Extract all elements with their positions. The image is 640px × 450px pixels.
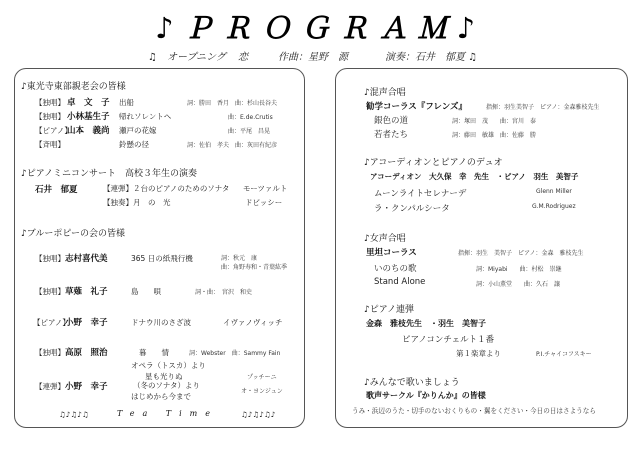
song-title: 島 唄 — [131, 287, 161, 296]
section-heading: ♪ブルーポピーの会の皆様 — [21, 229, 126, 239]
song-credit: プッチーニ — [247, 374, 277, 381]
group-credit: 指揮：羽生美智子 ピアノ：金森雅枝先生 — [486, 104, 600, 111]
song-credit: 曲：E.de.Crutis — [228, 114, 273, 121]
group-name: 勧学コーラス『フレンズ』 — [366, 102, 467, 112]
role-label: 【独唱】 — [35, 287, 65, 296]
song-credit: 詞・曲： 宮沢 和史 — [195, 289, 253, 296]
section-heading: ♪女声合唱 — [364, 234, 406, 244]
song-subtitle: はじめから今まで — [131, 392, 191, 401]
section-heading: ♪東光寺東部親老会の皆様 — [21, 82, 126, 92]
song-title: 月 の 光 — [133, 198, 171, 207]
group-name: 歌声サークル『かりんか』の皆様 — [366, 391, 486, 400]
song-title: （冬のソナタ）より — [133, 381, 200, 390]
song-title: 365 日の紙飛行機 — [131, 254, 193, 263]
song-movement: 第１楽章より — [456, 349, 501, 358]
song-title: 帰れソレントへ — [119, 112, 172, 121]
song-credit: 詞：小山薫堂 曲：久石 譲 — [476, 281, 561, 288]
section-heading: ♪混声合唱 — [364, 88, 406, 98]
performer-name: 小林基生子 — [67, 112, 110, 122]
role-label: 【ピアノ】 — [35, 126, 72, 135]
song-title: 若者たち — [374, 130, 409, 140]
song-credit: 詞：藤田 敏雄 曲：佐藤 勝 — [452, 132, 537, 139]
performer-name: 山本 義尚 — [67, 126, 110, 136]
left-program-box — [14, 68, 305, 428]
performer-name: 石井 郁夏 — [35, 185, 78, 195]
opening-performer: 演奏：石井 郁夏 ♫ — [385, 52, 478, 63]
song-title: 暮 情 — [139, 348, 169, 357]
right-program-box — [335, 68, 628, 428]
performer-name: 小野 幸子 — [65, 318, 108, 328]
song-credit: 曲：平尾 昌晃 — [228, 128, 271, 135]
role-label: 【独奏】 — [103, 198, 133, 207]
performers: 金森 雅枝先生 ・羽生 美智子 — [366, 319, 486, 328]
opening-song: 恋 — [238, 52, 248, 63]
role-label: 【独唱】 — [35, 112, 65, 121]
song-credit: Glenn Miller — [536, 188, 572, 195]
section-heading: ♪ピアノ連弾 — [364, 305, 415, 315]
song-credit: P.I.チャイコフスキー — [536, 351, 592, 358]
song-title: オペラ（トスカ）より — [131, 361, 206, 370]
tea-time-notes-left: ♫♪♫♪♫ — [59, 410, 89, 419]
song-credit: 詞：塚田 茂 曲：宮川 泰 — [452, 118, 537, 125]
tea-time-notes-right: ♫♪♫♪♫♪ — [241, 410, 276, 419]
song-credit: 詞：秋元 康 — [221, 255, 258, 262]
song-credit: 曲：角野寿和・青葉紘季 — [221, 264, 288, 271]
opening-label: ♫ オープニング — [148, 52, 226, 63]
role-label: 【独唱】 — [35, 254, 65, 263]
group-credit: 指揮：羽生 美智子 ピアノ：金森 雅枝先生 — [458, 250, 584, 257]
song-title: ピアノコンチェルト１番 — [402, 335, 495, 345]
song-credit: モーツァルト — [243, 184, 288, 193]
song-credit: ドビッシー — [245, 198, 283, 207]
section-heading: ♪アコーディオンとピアノのデュオ — [364, 158, 503, 168]
role-label: 【独唱】 — [35, 348, 65, 357]
role-label: 【独唱】 — [35, 98, 65, 107]
song-title: 鈴懸の径 — [119, 140, 149, 149]
song-list: うみ・浜辺のうた・切手のないおくりもの・翼をください・今日の日はさようなら — [352, 407, 596, 415]
song-credit: 詞：Miyabi 曲：村松 崇継 — [476, 266, 562, 273]
performer-name: 志村喜代美 — [65, 254, 108, 264]
group-name: 里坦コーラス — [366, 248, 417, 258]
song-credit: オ・ヨンジュン — [241, 388, 283, 395]
song-title: ドナウ川のさざ波 — [131, 318, 191, 327]
song-title: 銀色の道 — [374, 116, 409, 126]
song-title: 出船 — [119, 98, 134, 107]
song-title: いのちの歌 — [374, 264, 417, 274]
song-credit: イヴァノヴィッチ — [223, 318, 283, 327]
section-heading: ♪ピアノミニコンサート 高校３年生の演奏 — [21, 169, 198, 179]
performer-name: 高原 照治 — [65, 348, 108, 358]
opening-composer: 作曲：星野 源 — [278, 52, 348, 63]
song-subtitle: 星も光りぬ — [145, 372, 183, 381]
song-title: Stand Alone — [374, 277, 426, 287]
performer-name: 小野 幸子 — [65, 382, 108, 392]
program-title: ♪ＰＲＯＧＲＡＭ♪ — [154, 11, 485, 45]
song-title: ２台のピアノのためのソナタ — [133, 184, 230, 193]
performer-name: 卓 文 子 — [67, 98, 110, 108]
performer-name: 草薙 礼子 — [65, 287, 108, 297]
song-credit: 詞：佐伯 孝夫 曲：灰田有紀彦 — [187, 142, 278, 149]
song-title: 瀬戸の花嫁 — [119, 126, 157, 135]
song-credit: 詞：勝田 香月 曲：杉山長谷夫 — [187, 100, 278, 107]
song-credit: 詞：Webster 曲：Sammy Fain — [189, 350, 281, 357]
tea-time-label: Tea Time — [117, 409, 218, 418]
performers: アコーディオン 大久保 幸 先生 ・ピアノ 羽生 美智子 — [370, 172, 579, 181]
role-label: 【連弾】 — [35, 382, 65, 391]
role-label: 【ピアノ】 — [33, 318, 70, 327]
role-label: 【斉唱】 — [35, 140, 65, 149]
song-title: ラ・クンパルシータ — [374, 204, 450, 214]
song-title: ムーンライトセレナーデ — [374, 189, 467, 199]
role-label: 【連弾】 — [103, 184, 133, 193]
opening-line — [148, 48, 508, 62]
song-credit: G.M.Rodriguez — [532, 203, 576, 210]
section-heading: ♪みんなで歌いましょう — [364, 378, 460, 388]
